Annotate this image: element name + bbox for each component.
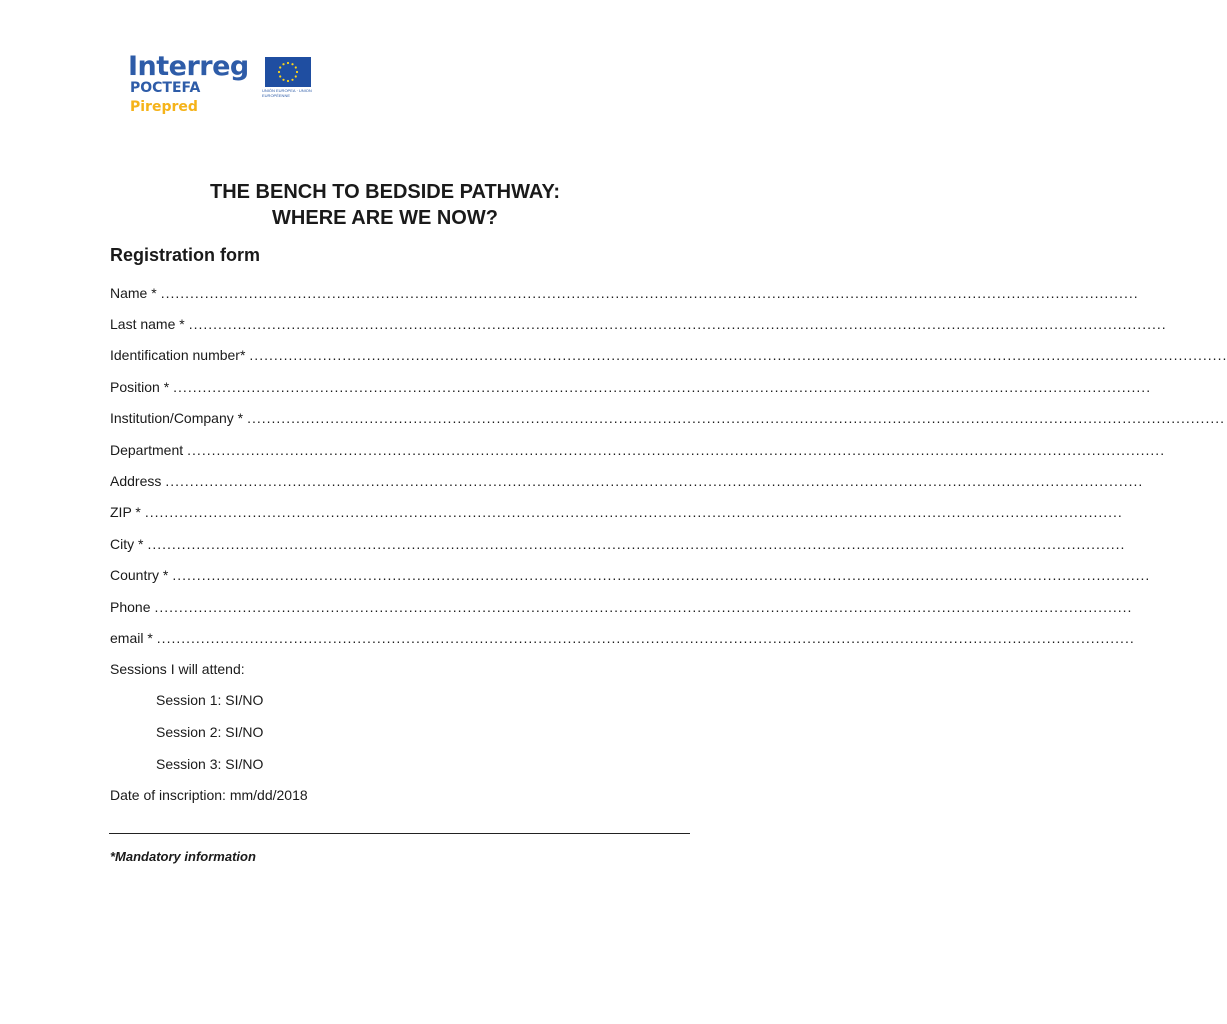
field-label: Department [110,442,184,458]
field-label: Institution/Company * [110,410,244,426]
session-2-choice[interactable]: Session 2: SI/NO [156,724,264,740]
eu-star-icon [279,66,281,68]
field-label: Position * [110,379,170,395]
eu-flag-icon [265,57,311,87]
fill-in-line[interactable]: ........................................................................................................................................................................................................ [144,504,1123,520]
identification-number-field[interactable] [110,345,1227,365]
fill-in-line[interactable]: ........................................................................................................................................................................................................ [173,379,1152,395]
sessions-heading: Sessions I will attend: [110,661,245,677]
phone-field[interactable] [110,597,1133,617]
eu-star-icon [291,63,293,65]
eu-star-icon [287,62,289,64]
eu-caption: UNIÓN EUROPEA · UNION EUROPÉENNE [262,88,312,98]
eu-star-icon [291,79,293,81]
eu-star-icon [279,75,281,77]
interreg-logo [128,50,318,120]
fill-in-line[interactable]: ........................................................................................................................................................................................................ [156,630,1135,646]
logo-program: POCTEFA [130,80,201,96]
field-label: Address [110,473,162,489]
city-field[interactable] [110,534,1126,554]
country-field[interactable] [110,565,1151,585]
institution-company-field[interactable] [110,408,1226,428]
fill-in-line[interactable]: ........................................................................................................................................................................................................ [187,442,1166,458]
page-title-line-2: WHERE ARE WE NOW? [272,207,498,229]
fill-in-line[interactable]: ........................................................................................................................................................................................................ [160,285,1139,301]
session-3-choice[interactable]: Session 3: SI/NO [156,756,264,772]
department-field[interactable] [110,440,1166,460]
field-label: ZIP * [110,504,141,520]
field-label: Last name * [110,316,185,332]
field-label: Identification number* [110,347,246,363]
field-label: Country * [110,567,169,583]
eu-star-icon [287,80,289,82]
session-1-choice[interactable]: Session 1: SI/NO [156,692,264,708]
eu-star-icon [282,79,284,81]
email-field[interactable] [110,628,1135,648]
divider [109,833,690,834]
field-label: email * [110,630,153,646]
address-field[interactable] [110,471,1144,491]
fill-in-line[interactable]: ........................................................................................................................................................................................................ [188,316,1167,332]
eu-star-icon [295,66,297,68]
logo-brand: Interreg [128,51,249,82]
fill-in-line[interactable]: ........................................................................................................................................................................................................ [154,599,1133,615]
fill-in-line[interactable]: ........................................................................................................................................................................................................ [165,473,1144,489]
position-field[interactable] [110,377,1152,397]
eu-star-icon [296,71,298,73]
fill-in-line[interactable]: ........................................................................................................................................................................................................ [147,536,1126,552]
last-name-field[interactable] [110,314,1167,334]
date-of-inscription[interactable]: Date of inscription: mm/dd/2018 [110,787,308,803]
zip-field[interactable] [110,502,1123,522]
name-field[interactable] [110,283,1139,303]
eu-star-icon [282,63,284,65]
eu-star-icon [278,71,280,73]
eu-star-icon [295,75,297,77]
fill-in-line[interactable]: ........................................................................................................................................................................................................ [247,410,1226,426]
fill-in-line[interactable]: ........................................................................................................................................................................................................ [249,347,1227,363]
page-title-line-1: THE BENCH TO BEDSIDE PATHWAY: [209,181,561,203]
field-label: Name * [110,285,157,301]
fill-in-line[interactable]: ........................................................................................................................................................................................................ [172,567,1151,583]
field-label: Phone [110,599,151,615]
form-heading: Registration form [110,245,261,265]
logo-project: Pirepred [130,99,198,115]
mandatory-note: *Mandatory information [110,849,256,864]
field-label: City * [110,536,144,552]
